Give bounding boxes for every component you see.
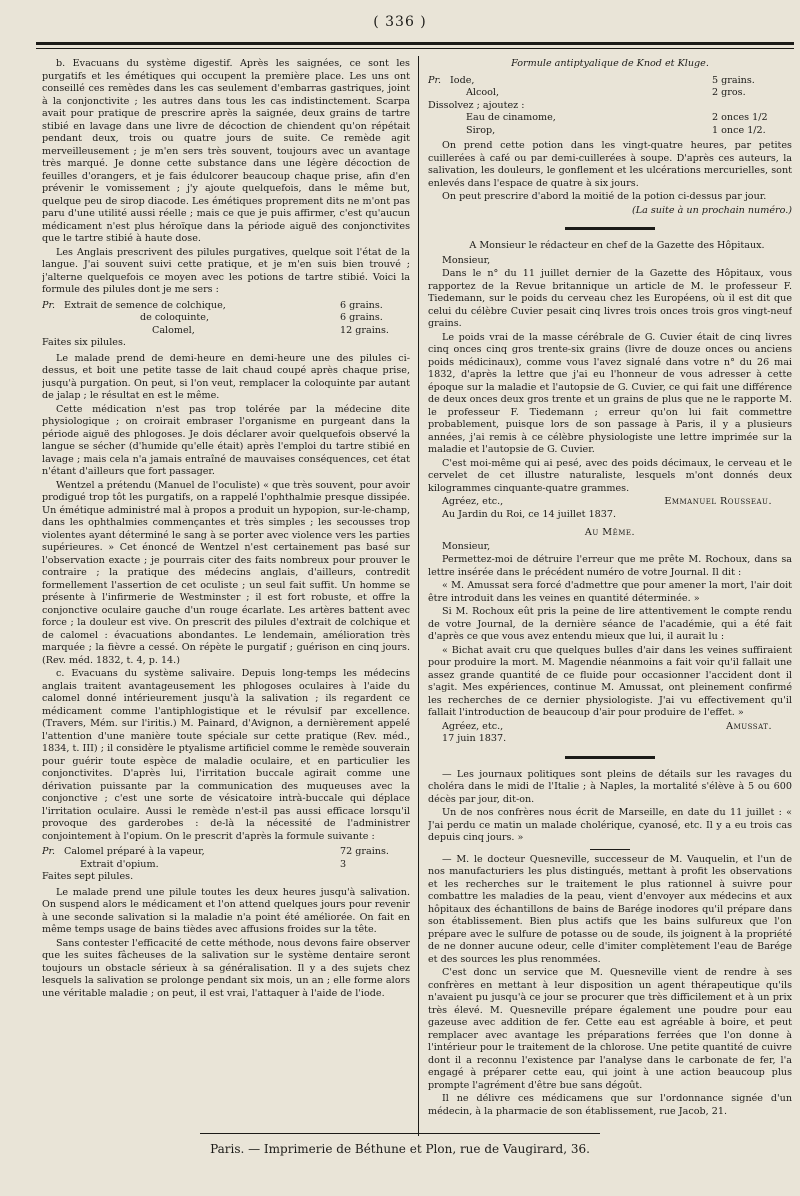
recipe-quantity bbox=[712, 100, 792, 113]
recipe-quantity: 3 bbox=[340, 858, 347, 870]
printer-imprint: Paris. — Imprimerie de Béthune et Plon, rue de Vaugirard, 36. bbox=[210, 1142, 590, 1156]
column-divider bbox=[418, 56, 419, 1136]
recipe-row bbox=[428, 125, 792, 138]
formula-title: Formule antiptyalique de Knod et Kluge. bbox=[511, 58, 709, 69]
news-paragraph: C'est donc un service que M. Quesneville vient de rendre à ses confrères en mettant à leur disposition un agent thérapeutique qu'ils n'avaient pu jusqu'à ce jour se procurer que très difficilement et à un prix très élevé. M. Quesneville prépare également une poudre pour eau gazeuse avec addition de fer. Cette eau est agréable à boire, et peut remplacer avec avantage les préparations ferrées que l'on donne à l'intérieur pour le traitement de la chlorose. Une petite quantité de cuivre dont il a reconnu l'existence par l'analyse dans le carbonate de fer, l'a engagé à préparer cette eau, qui joint à une action beaucoup plus prompte l'agrément d'être bue sans dégoût. bbox=[428, 967, 792, 1091]
letter-signature bbox=[428, 721, 792, 734]
recipe-quantity: 1 once 1/2. bbox=[712, 124, 766, 136]
news-paragraph: — M. le docteur Quesneville, successeur de M. Vauquelin, et l'un de nos manufacturiers les plus distingués, mettant à profit les observations et les recherches sur le traitement le plus rationnel à suivre pour combattre les maladies de la peau, vient d'envoyer aux médecins et aux hôpitaux des échantillons de bains de Barége inodores qu'il prépare dans son établissement. Bien plus actifs que les bains sulfureux que l'on prépare avec le sulfure de potasse ou de soude, ils joignent à la propriété de ne donner aucune odeur, celle d'imiter complètement l'eau de Barége et des sources les plus renommées. bbox=[428, 853, 792, 965]
recipe-quantity: 2 gros. bbox=[712, 87, 746, 98]
recipe-row bbox=[42, 846, 410, 859]
recipe-step: Dissolvez ; ajoutez : bbox=[428, 99, 525, 111]
recipe-row bbox=[428, 87, 792, 100]
letter-paragraph: « M. Amussat sera forcé d'admettre que pour amener la mort, l'air doit être introduit dans les veines en quantité déterminée. » bbox=[428, 580, 792, 604]
letter-signature bbox=[428, 496, 792, 509]
recipe-ingredient: Calomel préparé à la vapeur, bbox=[64, 846, 205, 857]
footer-rule bbox=[200, 1133, 600, 1134]
recipe-antiptyalique bbox=[428, 75, 792, 138]
recipe-instruction: Faites sept pilules. bbox=[42, 871, 134, 882]
recipe-row bbox=[428, 75, 792, 88]
recipe-quantity: 5 grains. bbox=[712, 74, 755, 86]
page-number: ( 336 ) bbox=[373, 14, 427, 30]
article-paragraph: On prend cette potion dans les vingt-quatre heures, par petites cuillerées à café ou par demi-cuillerées à soupe. D'après ces auteurs, la salivation, les douleurs, le gonflement et les ulcérations mercurielles, sont enlevés dans l'espace de quatre à six jours. bbox=[428, 140, 792, 189]
letter-paragraph: Dans le n° du 11 juillet dernier de la Gazette des Hôpitaux, vous rapportez de la Revue britannique un article de M. le professeur F. Tiedemann, sur le poids du cerveau chez les Européens, où il est dit que celui du célèbre Cuvier pesait cinq livres trois onces trois gros vingt-neuf grains. bbox=[428, 268, 792, 329]
news-paragraph: Il ne délivre ces médicamens que sur l'ordonnance signée d'un médecin, à la pharmacie de son établissement, rue Jacob, 21. bbox=[428, 1093, 792, 1117]
left-column bbox=[42, 58, 410, 1140]
section-separator bbox=[565, 227, 655, 230]
recipe-ingredient: Extrait d'opium. bbox=[80, 858, 159, 870]
recipe-rx bbox=[428, 87, 450, 100]
news-paragraph: — Les journaux politiques sont pleins de détails sur les ravages du choléra dans le midi de l'Italie ; à Naples, la mortalité s'élève à 5 ou 600 décès par jour, dit-on. bbox=[428, 768, 792, 805]
recipe-ingredient: Eau de cinamome, bbox=[466, 112, 556, 123]
article-paragraph: Cette médication n'est pas trop tolérée par la médecine dite physiologique ; on croirait embraser l'organisme en purgeant dans la période aiguë des phlogoses. Je dois déclarer avoir quelquefois observé la langue se sécher (d'humide qu'elle était) après l'emploi du tartre stibié en lavage ; mais cela n'a jamais entraîné de mauvaises conséquences, cet état n'étant d'ailleurs que fort passager. bbox=[42, 403, 410, 477]
signature-name: Emmanuel Rousseau. bbox=[664, 496, 772, 507]
recipe-ingredient: Calomel, bbox=[152, 324, 195, 336]
recipe-ingredient: Extrait de semence de colchique, bbox=[64, 299, 226, 311]
recipe-row bbox=[42, 325, 410, 338]
letter-place-date: Au Jardin du Roi, ce 14 juillet 1837. bbox=[442, 508, 617, 520]
letter-salutation: Monsieur, bbox=[442, 254, 491, 266]
article-paragraph: Les Anglais prescrivent des pilules purgatives, quelque soit l'état de la langue. J'ai souvent suivi cette pratique, et je m'en suis bien trouvé ; j'alterne quelquefois ce moyen avec les potions de tartre stibié. Voici la formule des pilules dont je me sers : bbox=[42, 246, 410, 295]
recipe-rx: Pr. bbox=[42, 846, 56, 857]
continued-note: (La suite à un prochain numéro.) bbox=[631, 204, 792, 216]
recipe-rx bbox=[42, 312, 64, 325]
recipe-quantity: 72 grains. bbox=[340, 846, 389, 857]
recipe-row bbox=[428, 112, 792, 125]
recipe-ingredient: Alcool, bbox=[466, 87, 500, 98]
recipe-row bbox=[42, 859, 410, 872]
right-column bbox=[428, 58, 792, 1126]
article-paragraph: Le malade prend une pilule toutes les deux heures jusqu'à salivation. On suspend alors le médicament et l'on attend quelques jours pour revenir à une seconde salivation si la maladie n'a point été améliorée. On fait en même temps usage de bains tièdes avec affusions froides sur la tête. bbox=[42, 886, 410, 935]
letter-paragraph: C'est moi-même qui ai pesé, avec des poids décimaux, le cerveau et le cervelet de cet illustre naturaliste, lesquels m'ont donnés deux kilogrammes cinquante-quatre grammes. bbox=[428, 457, 792, 494]
recipe-row bbox=[42, 300, 410, 313]
recipe-ingredient: Sirop, bbox=[466, 124, 496, 136]
article-paragraph: On peut prescrire d'abord la moitié de la potion ci-dessus par jour. bbox=[442, 191, 767, 202]
recipe-rx bbox=[42, 859, 64, 872]
news-paragraph: Un de nos confrères nous écrit de Marseille, en date du 11 juillet : « J'ai perdu ce matin un malade cholérique, cyanosé, etc. Il y a eu trois cas depuis cinq jours. » bbox=[428, 807, 792, 843]
recipe-ingredient: de coloquinte, bbox=[140, 312, 210, 323]
short-separator bbox=[590, 849, 630, 850]
signature-closing: Agréez, etc., bbox=[442, 496, 504, 507]
letter-date: 17 juin 1837. bbox=[442, 733, 507, 744]
article-paragraph: Sans contester l'efficacité de cette méthode, nous devons faire observer que les suites fâcheuses de la salivation sur le système dentaire seront toujours un obstacle sérieux à sa généralisation. Il y a des sujets chez lesquels la salivation se prolonge pendant six mois, un an ; elle forme alors une véritable maladie ; on peut, il est vrai, l'attaquer à l'aide de l'iode. bbox=[42, 937, 410, 999]
recipe-quantity: 6 grains. bbox=[340, 299, 383, 311]
article-paragraph: Le malade prend de demi-heure en demi-heure une des pilules ci-dessus, et boit une petite tasse de lait chaud coupé après chaque prise, jusqu'à purgation. On peut, si l'on veut, remplacer la coloquinte par autant de jalap ; le résultat en est le même. bbox=[42, 352, 410, 401]
letter-salutation: Monsieur, bbox=[442, 540, 491, 552]
recipe-quantity: 2 onces 1/2 bbox=[712, 112, 768, 123]
article-paragraph: Wentzel a prétendu (Manuel de l'oculiste) « que très souvent, pour avoir prodigué trop tôt les purgatifs, on a rappelé l'ophthalmie presque dissipée. Un émétique administré mal à propos a produit un hypopion, sur-le-champ, dans les ophthalmies commençantes et très simples ; les secousses trop violentes ayant déterminé le sang à se porter avec violence vers les parties supérieures. » Cet énoncé de Wentzel n'est certainement pas basé sur l'observation exacte ; je pourrais citer des faits nombreux pour prouver le contraire ; la pratique des médecins anglais, d'ailleurs, contredit formellement l'assertion de cet oculiste ; un seul fait suffit. Un homme se présente à l'infirmerie de Westminster ; il est fort robuste, et offre la conjonctive oculaire gauche d'un rouge écarlate. Les artères battent avec force ; la douleur est vive. On prescrit des pilules d'extrait de colchique et de calomel : évacuations abondantes. Le lendemain, amélioration très marquée ; la fièvre a cessé. On répète le purgatif ; guérison en cinq jours. (Rev. méd. 1832, t. 4, p. 14.) bbox=[42, 479, 410, 666]
recipe-rx bbox=[428, 112, 450, 125]
header-rule bbox=[36, 42, 794, 49]
letter-heading: A Monsieur le rédacteur en chef de la Gazette des Hôpitaux. bbox=[469, 240, 765, 251]
recipe-pills-colchique bbox=[42, 300, 410, 350]
signature-name: Amussat. bbox=[726, 720, 772, 732]
recipe-instruction: Faites six pilules. bbox=[42, 337, 126, 348]
letter-paragraph: Permettez-moi de détruire l'erreur que me prête M. Rochoux, dans sa lettre insérée dans le précédent numéro de votre Journal. Il dit : bbox=[428, 554, 792, 578]
article-paragraph: c. Evacuans du système salivaire. Depuis long-temps les médecins anglais traitent avantageusement les phlogoses oculaires à l'aide du calomel donné intérieurement jusqu'à la salivation ; ils regardent ce médicament comme l'antiphlogistique et le révulsif par excellence. (Travers, Mém. sur l'iritis.) M. Painard, d'Avignon, a dernièrement appelé l'attention d'une manière toute spéciale sur cette pratique (Rev. méd., 1834, t. III) ; il considère le ptyalisme artificiel comme le remède souverain pour guérir toute espèce de maladie oculaire, et en particulier les conjonctivites. D'après lui, l'irritation buccale agirait comme une dérivation puissante par la communication des muqueuses avec la conjonctive ; c'est une sorte de vésicatoire intrà-buccale qui déplace l'irritation oculaire. Aussi le remède n'est-il pas aussi efficace lorsqu'il provoque des garderobes : de-là la nécessité de l'administrer conjointement à l'opium. On le prescrit d'après la formule suivante : bbox=[42, 668, 410, 842]
recipe-rx bbox=[42, 325, 64, 338]
recipe-row bbox=[42, 312, 410, 325]
letter-paragraph: Le poids vrai de la masse cérébrale de G. Cuvier était de cinq livres cinq onces cinq gros trente-six grains (livre de douze onces ou anciens poids médicinaux), comme vous l'avez signalé dans votre n° du 26 mai 1832, d'après la lettre que j'ai eu l'honneur de vous adresser à cette époque sur la maladie et l'autopsie de G. Cuvier, ce qui fait une différence de deux onces deux gros trente et un grains de plus que ne le rapporte M. le professeur F. Tiedemann ; erreur qu'on lui fait commettre probablement, puisque lors de son passage à Paris, il y a plusieurs années, j'ai remis à ce célèbre physiologiste une lettre imprimée sur la maladie et l'autopsie de G. Cuvier. bbox=[428, 331, 792, 455]
recipe-ingredient: Iode, bbox=[450, 74, 475, 86]
recipe-quantity: 12 grains. bbox=[340, 324, 389, 336]
recipe-quantity: 6 grains. bbox=[340, 312, 383, 323]
letter-paragraph: Si M. Rochoux eût pris la peine de lire attentivement le compte rendu de votre Journal, de la dernière séance de l'académie, qui a été fait d'après ce que vous avez entendu mieux que lui, il aurait lu : bbox=[428, 606, 792, 642]
section-separator bbox=[565, 756, 655, 759]
letter-paragraph: « Bichat avait cru que quelques bulles d'air dans les veines suffiraient pour produire la mort. M. Magendie néanmoins a fait voir qu'il fallait une assez grande quantité de ce fluide pour occasionner l'accident dont il s'agit. Mes expériences, continue M. Amussat, ont pleinement confirmé les recherches de ce dernier physiologiste. J'ai vu effectivement qu'il fallait l'introduction de beaucoup d'air pour produire de l'effet. » bbox=[428, 644, 792, 718]
recipe-pills-calomel bbox=[42, 846, 410, 884]
signature-closing: Agréez, etc., bbox=[442, 720, 504, 732]
recipe-rx bbox=[428, 125, 450, 138]
recipe-rx: Pr. bbox=[428, 74, 442, 86]
recipe-row bbox=[428, 100, 792, 113]
recipe-rx: Pr. bbox=[42, 299, 56, 311]
article-paragraph: b. Evacuans du système digestif. Après les saignées, ce sont les purgatifs et les émétiques qui occupent la première place. Les uns ont conseillé ces remèdes dans les cas seulement d'embarras gastriques, joint à la conjonctivite ; les autres dans tous les cas indistinctement. Scarpa avait pour pratique de prescrire après la saignée, deux grains de tartre stibié en lavage dans une livre de décoction de chiendent qu'on répétait pendant deux, trois ou quatre jours de suite. Ce remède agit merveilleusement ; je m'en sers très souvent, toujours avec un avantage très marqué. Je donne cette substance dans une légère décoction de feuilles d'orangers, et je fais édulcorer beaucoup chaque prise, afin d'en prévenir le vomissement ; j'y ajoute quelquefois, dans le même but, quelque peu de sirop diacode. Les émétiques proprement dits ne m'ont pas paru d'une utilité aussi réelle ; mais ce que je puis affirmer, c'est qu'aucun médicament n'est plus héroïque dans la période aiguë des conjonctivites que le tartre stibié à haute dose. bbox=[42, 58, 410, 244]
letter-heading: Au Même. bbox=[584, 527, 636, 538]
